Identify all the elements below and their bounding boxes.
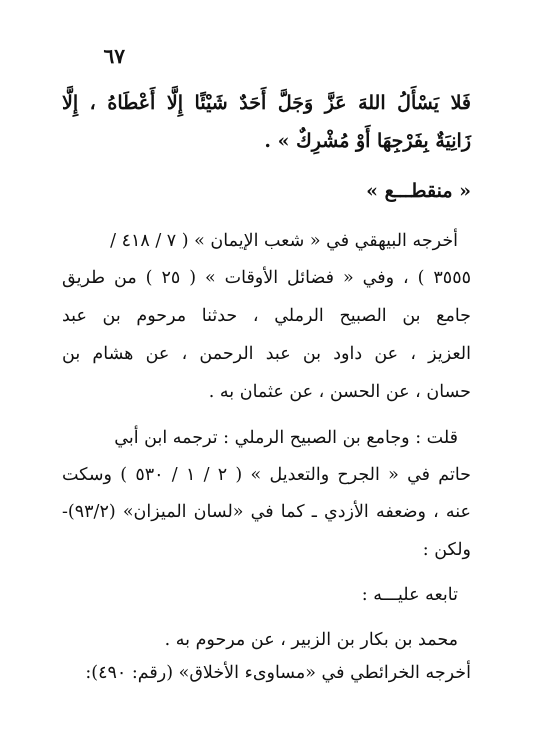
hadith-grade: « منقطـــع » xyxy=(366,180,471,202)
takhrij-line-4: العزيز ، عن داود بن عبد الرحمن ، عن هشام بن xyxy=(62,344,471,364)
hadith-line-2: زَانِيَةٌ بِفَرْجِهَا أَوْ مُشْرِكٌ » . xyxy=(264,130,471,152)
follow-label: تابعه عليـــه : xyxy=(361,585,458,605)
last-line: أخرجه الخرائطي في «مساوىء الأخلاق» (رقم: ٤٩٠): xyxy=(85,663,471,683)
comment-line-2: حاتم في « الجرح والتعديل » ( ٢ / ١ / ٥٣٠ ) وسكت xyxy=(62,465,471,485)
takhrij-line-3: جامع بن الصبيح الرملي ، حدثنا مرحوم بن عبد xyxy=(62,306,471,326)
follow-text: محمد بن بكار بن الزبير ، عن مرحوم به . xyxy=(164,630,458,650)
takhrij-line-2: ٣٥٥٥ ) ، وفي « فضائل الأوقات » ( ٢٥ ) من طريق xyxy=(62,268,471,288)
comment-line-3: عنه ، وضعفه الأزدي ـ كما في «لسان الميزان» (٩٣/٢)- xyxy=(62,502,471,522)
comment-line-4: ولكن : xyxy=(422,540,471,560)
hadith-line-1: فَلا يَسْأَلُ اللهَ عَزَّ وَجَلَّ أَحَدٌ شَيْئًا إِلَّا أَعْطَاهُ ، إِلَّا xyxy=(62,92,471,114)
comment-line-1: قلت : وجامع بن الصبيح الرملي : ترجمه ابن أبي xyxy=(114,428,458,448)
page-number: ٦٧ xyxy=(103,44,125,68)
takhrij-line-5: حسان ، عن الحسن ، عن عثمان به . xyxy=(208,382,471,402)
takhrij-line-1: أخرجه البيهقي في « شعب الإيمان » ( ٧ / ٤١٨ / xyxy=(110,231,458,251)
